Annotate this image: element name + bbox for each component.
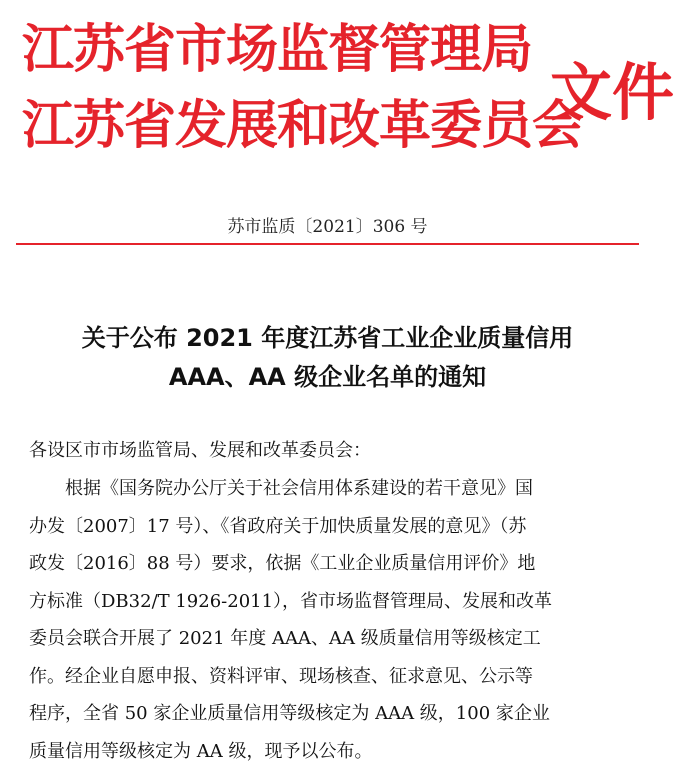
issuing-agency-1: 江苏省市场监督管理局 [22, 19, 533, 80]
body-line: 政发〔2016〕88 号）要求，依据《工业企业质量信用评价》地 [29, 553, 536, 574]
notice-title-line-1: 关于公布 2021 年度江苏省工业企业质量信用 [81, 324, 574, 352]
body-line: 作。经企业自愿申报、资料评审、现场核查、征求意见、公示等 [29, 665, 533, 687]
body-line: 程序，全省 50 家企业质量信用等级核定为 AAA 级，100 家企业 [29, 703, 550, 724]
document-label: 文件 [550, 56, 675, 129]
issuing-agency-2: 江苏省发展和改革委员会 [22, 95, 584, 156]
body-line: 委员会联合开展了 2021 年度 AAA、AA 级质量信用等级核定工 [29, 628, 541, 649]
salutation: 各设区市市场监管局、发展和改革委员会： [29, 440, 371, 461]
body-paragraph [29, 470, 609, 770]
body-line: 根据《国务院办公厅关于社会信用体系建设的若干意见》国 [65, 478, 533, 499]
notice-title-line-2: AAA、AA 级企业名单的通知 [168, 363, 487, 391]
body-line: 方标准（DB32/T 1926-2011），省市场监督管理局、发展和改革 [29, 590, 553, 612]
body-line: 办发〔2007〕17 号）、《省政府关于加快质量发展的意见》（苏 [29, 515, 527, 537]
red-divider-line [16, 243, 639, 245]
body-line: 质量信用等级核定为 AA 级，现予以公布。 [29, 740, 373, 762]
document-number: 苏市监质〔2021〕306 号 [227, 217, 428, 237]
document-header [22, 6, 675, 176]
